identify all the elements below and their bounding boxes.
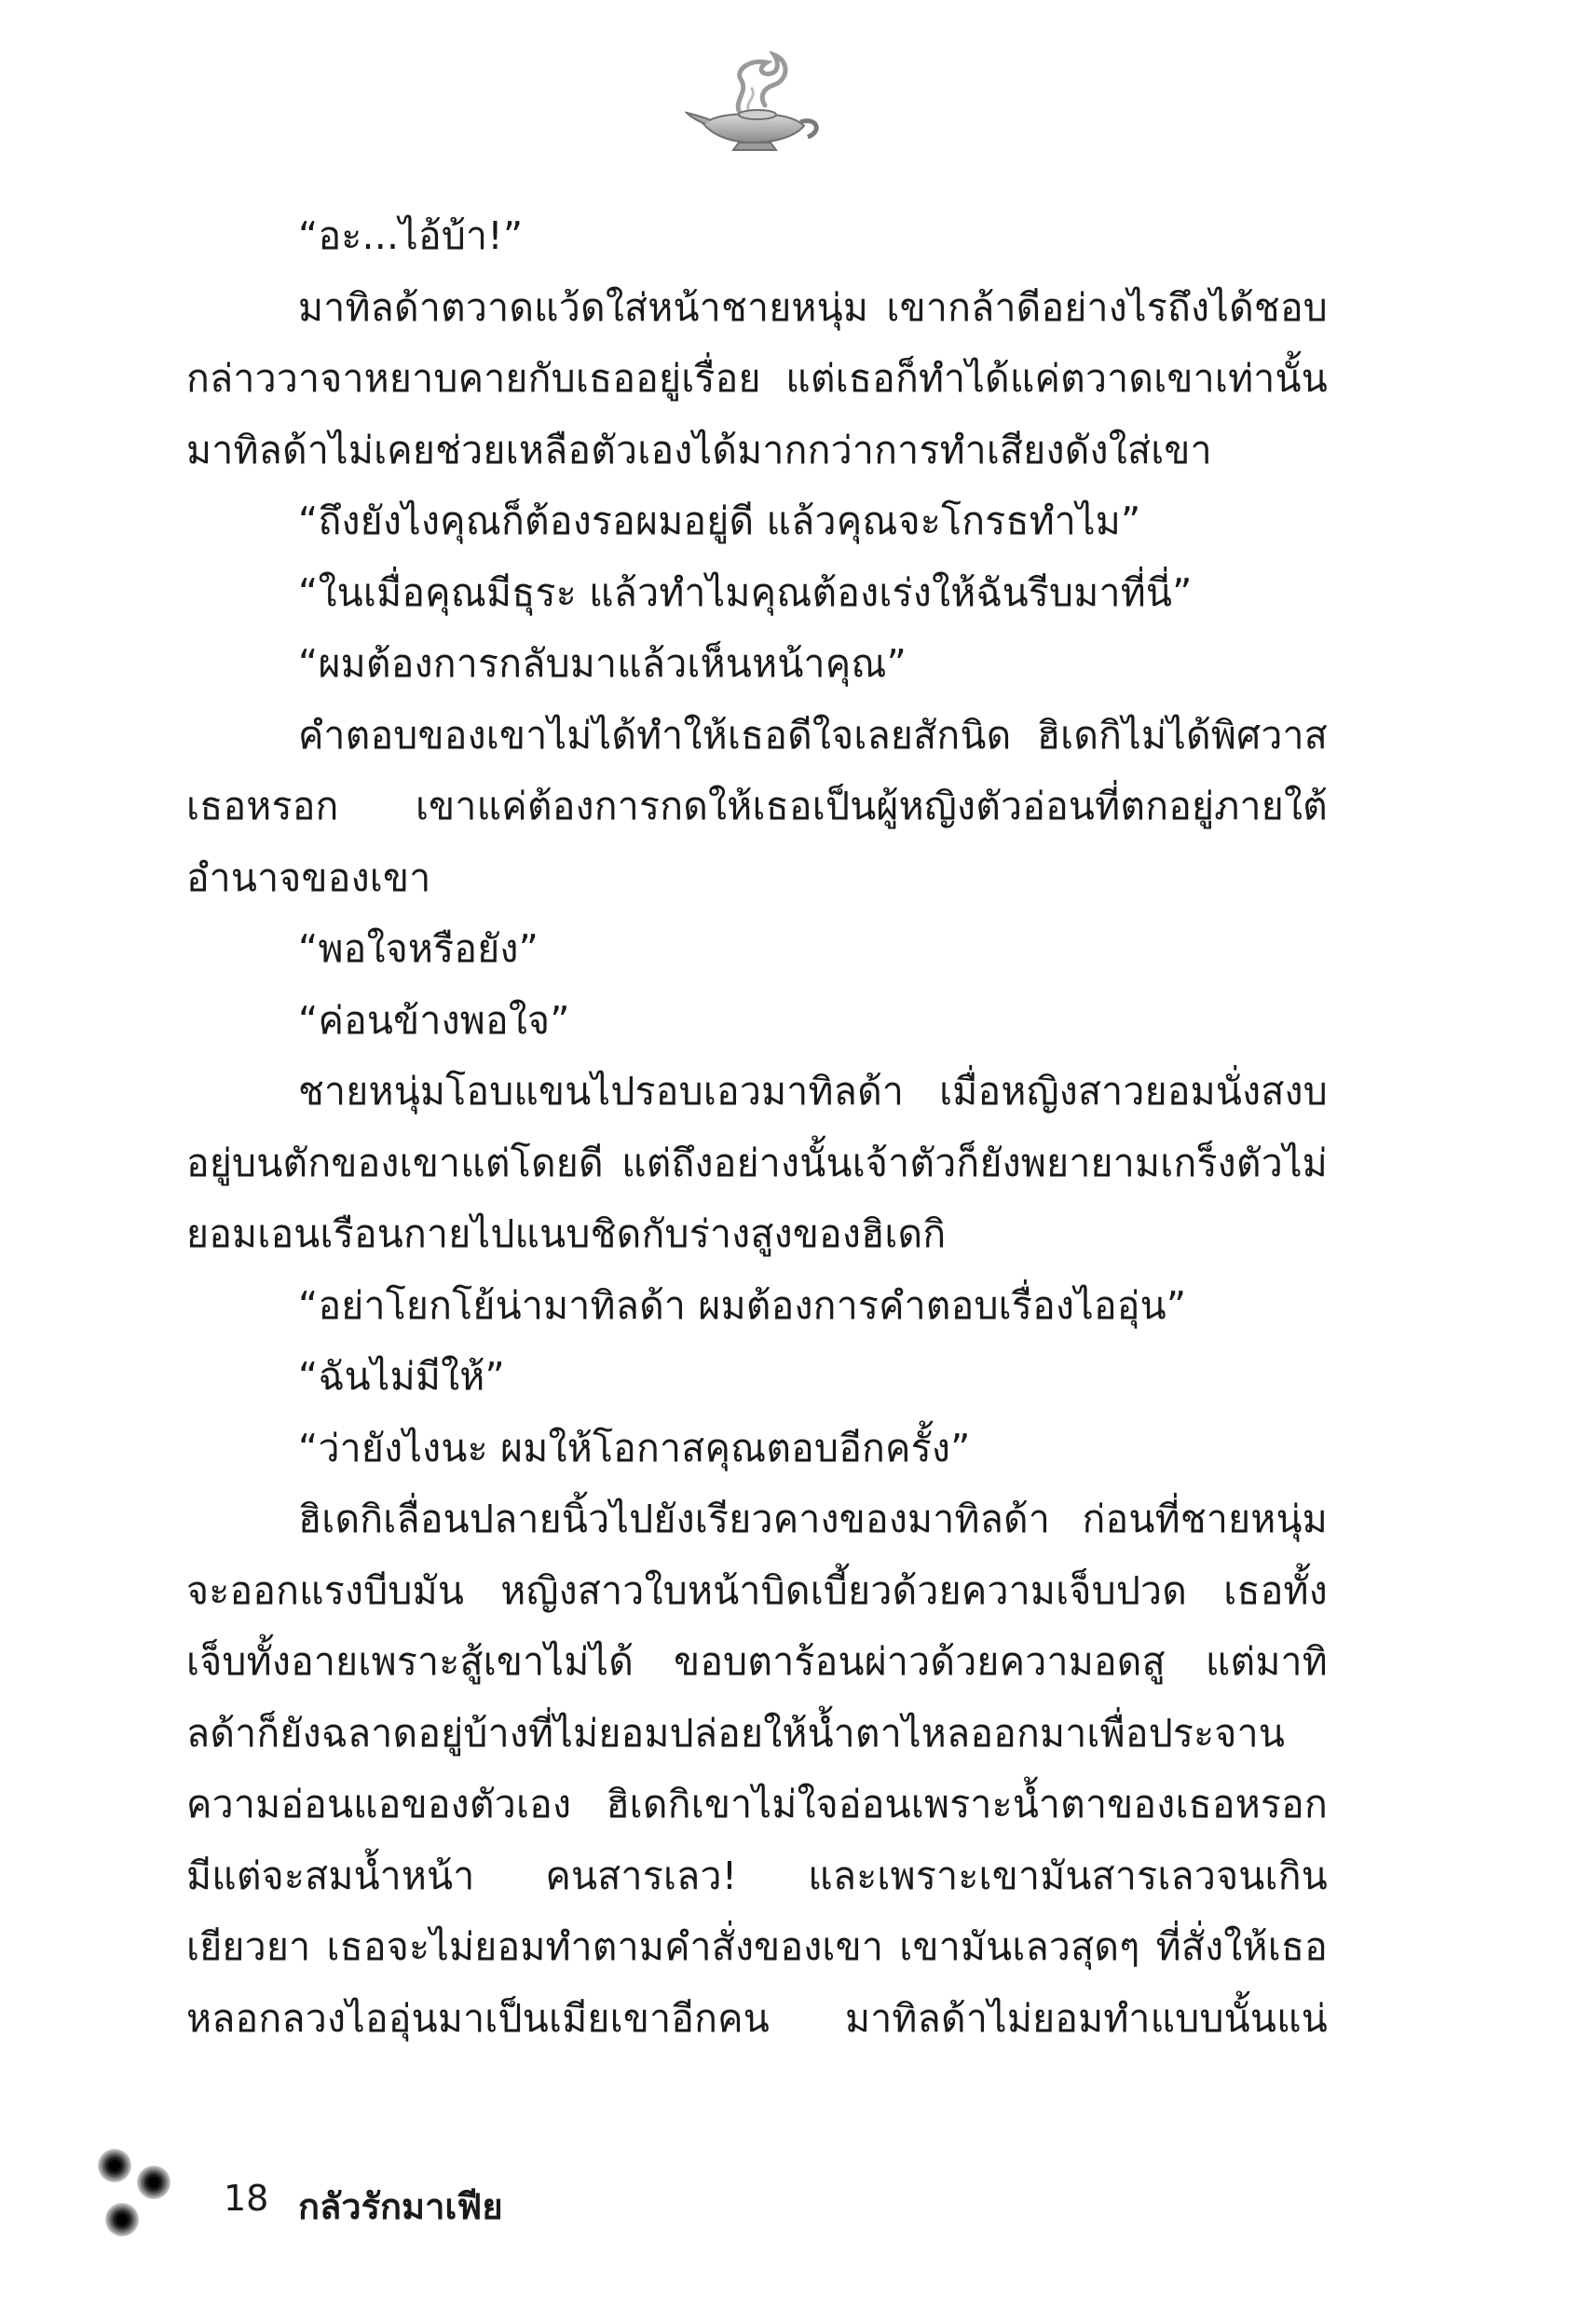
genie-lamp-icon xyxy=(685,51,825,154)
paragraph: “อะ...ไอ้บ้า!” xyxy=(298,213,524,258)
bullet-holes-icon xyxy=(89,2143,191,2246)
book-title: กลัวรักมาเฟีย xyxy=(298,2186,503,2227)
paragraph: “พอใจหรือยัง” xyxy=(298,926,539,971)
page-footer xyxy=(89,2143,648,2246)
paragraph: มาทิลด้าตวาดแว้ดใส่หน้าชายหนุ่ม เขากล้าดีอย่างไรถึงได้ชอบกล่าววาจาหยาบคายกับเธออยู่เรื่อย แต่เธอก็ทำได้แค่ตวาดเขาเท่านั้น มาทิลด้าไม่เคยช่วยเหลือตัวเองได้มากกว่าการทำเสียงดังใส่เขา xyxy=(186,284,1328,472)
body-text xyxy=(186,200,1328,2054)
paragraph: ชายหนุ่มโอบแขนไปรอบเอวมาทิลด้า เมื่อหญิงสาวยอมนั่งสงบอยู่บนตักของเขาแต่โดยดี แต่ถึงอย่างนั้นเจ้าตัวก็ยังพยายามเกร็งตัวไม่ยอมเอนเรือนกายไปแนบชิดกับร่างสูงของฮิเดกิ xyxy=(186,1069,1328,1256)
paragraph: “ในเมื่อคุณมีธุระ แล้วทำไมคุณต้องเร่งให้ฉันรีบมาที่นี่” xyxy=(298,569,1193,615)
paragraph: “ถึงยังไงคุณก็ต้องรอผมอยู่ดี แล้วคุณจะโกรธทำไม” xyxy=(298,499,1141,543)
paragraph: “ค่อนข้างพอใจ” xyxy=(298,997,570,1043)
paragraph: ฮิเดกิเลื่อนปลายนิ้วไปยังเรียวคางของมาทิลด้า ก่อนที่ชายหนุ่มจะออกแรงบีบมัน หญิงสาวใบหน้าบิดเบี้ยวด้วยความเจ็บปวด เธอทั้งเจ็บทั้งอายเพราะสู้เขาไม่ได้ ขอบตาร้อนผ่าวด้วยความอดสู แต่มาทิลด้าก็ยังฉลาดอยู่บ้างที่ไม่ยอมปล่อยให้น้ำตาไหลออกมาเพื่อประจานความอ่อนแอของตัวเอง ฮิเดกิเขาไม่ใจอ่อนเพราะน้ำตาของเธอหรอก มีแต่จะสมน้ำหน้า คนสารเลว! และเพราะเขามันสารเลวจนเกินเยียวยา เธอจะไม่ยอมทำตามคำสั่งของเขา เขามันเลวสุดๆ ที่สั่งให้เธอหลอกลวงไออุ่นมาเป็นเมียเขาอีกคน มาทิลด้าไม่ยอมทำแบบนั้นแน่ xyxy=(186,1497,1328,2041)
paragraph: “ว่ายังไงนะ ผมให้โอกาสคุณตอบอีกครั้ง” xyxy=(298,1425,971,1470)
paragraph: คำตอบของเขาไม่ได้ทำให้เธอดีใจเลยสักนิด ฮิเดกิไม่ได้พิศวาสเธอหรอก เขาแค่ต้องการกดให้เธอเป็นผู้หญิงตัวอ่อนที่ตกอยู่ภายใต้อำนาจของเขา xyxy=(186,712,1328,900)
page-number: 18 xyxy=(224,2178,269,2219)
paragraph: “อย่าโยกโย้น่ามาทิลด้า ผมต้องการคำตอบเรื่องไออุ่น” xyxy=(298,1282,1187,1328)
paragraph: “ผมต้องการกลับมาแล้วเห็นหน้าคุณ” xyxy=(298,641,907,686)
paragraph: “ฉันไม่มีให้” xyxy=(298,1354,505,1399)
